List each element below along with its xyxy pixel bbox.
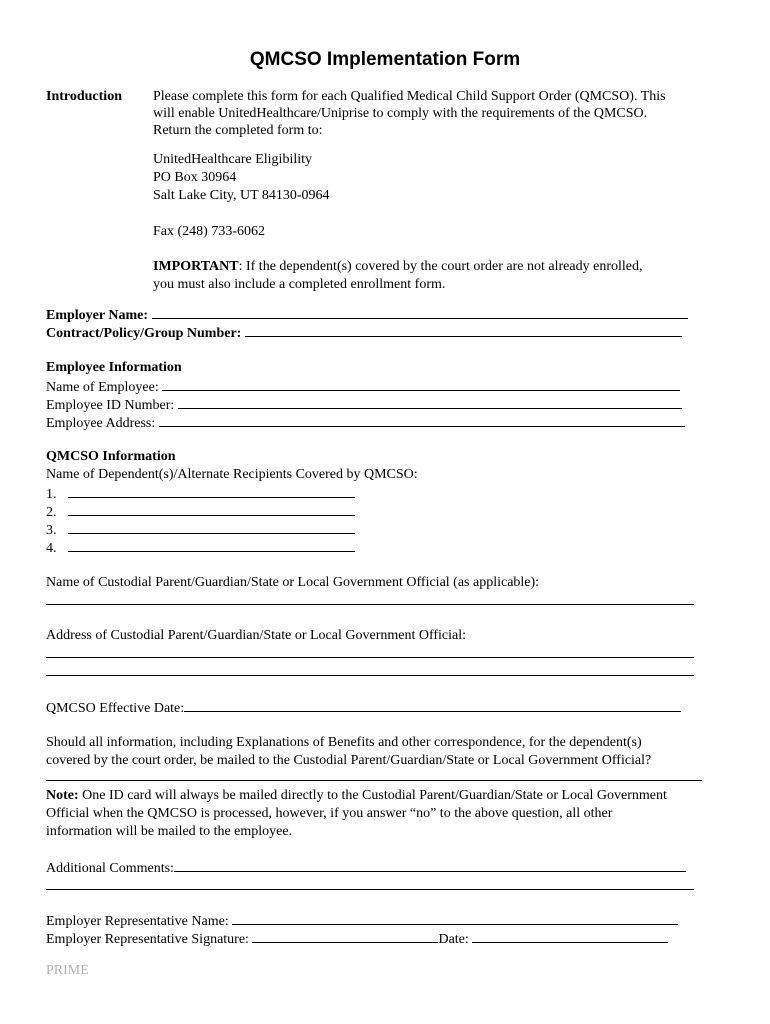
dependent-field-2[interactable]: [68, 502, 355, 516]
custodial-name-field[interactable]: [46, 604, 694, 605]
custodial-address-field-1[interactable]: [46, 657, 694, 658]
contract-number-row: [46, 323, 682, 342]
important-label: IMPORTANT: [153, 259, 239, 274]
date-label: Date:: [438, 932, 469, 947]
dependent-number-1: 1.: [46, 487, 57, 502]
intro-label: Introduction: [46, 89, 122, 104]
dependent-row-1: [46, 484, 355, 503]
dependents-label: Name of Dependent(s)/Alternate Recipients Covered by QMCSO:: [46, 467, 418, 482]
dependent-field-3[interactable]: [68, 520, 355, 534]
dependent-row-4: [46, 538, 355, 557]
comments-row: [46, 858, 686, 877]
mailing-answer-field[interactable]: [46, 780, 702, 781]
note-line-3: information will be mailed to the employee.: [46, 824, 293, 839]
employee-address-label: Employee Address:: [46, 416, 156, 431]
employer-name-label: Employer Name:: [46, 308, 148, 323]
effective-date-row: [46, 698, 681, 717]
footer-prime: PRIME: [46, 963, 89, 978]
dependent-field-1[interactable]: [68, 484, 355, 498]
dependent-number-4: 4.: [46, 541, 57, 556]
employee-id-row: [46, 395, 682, 414]
important-notice: [153, 258, 642, 275]
contract-number-label: Contract/Policy/Group Number:: [46, 326, 242, 341]
employee-name-field[interactable]: [162, 377, 680, 391]
rep-signature-label: Employer Representative Signature:: [46, 932, 249, 947]
mailing-question-line-1: Should all information, including Explanations of Benefits and other correspondence, for the dependent(s): [46, 735, 642, 750]
rep-name-field[interactable]: [232, 911, 678, 925]
employee-id-label: Employee ID Number:: [46, 398, 175, 413]
dependent-number-2: 2.: [46, 505, 57, 520]
employer-name-row: [46, 305, 688, 324]
intro-line-1: Please complete this form for each Qualified Medical Child Support Order (QMCSO). This: [153, 89, 666, 104]
contract-number-field[interactable]: [245, 323, 682, 337]
custodial-address-label: Address of Custodial Parent/Guardian/State or Local Government Official:: [46, 628, 467, 643]
intro-line-3: Return the completed form to:: [153, 123, 323, 138]
qmcso-info-heading: QMCSO Information: [46, 449, 176, 464]
comments-field-2[interactable]: [46, 889, 694, 890]
page-title: QMCSO Implementation Form: [249, 49, 521, 70]
employee-info-heading: Employee Information: [46, 360, 182, 375]
address-line-1: UnitedHealthcare Eligibility: [153, 152, 313, 167]
employer-name-field[interactable]: [152, 305, 688, 319]
address-line-2: PO Box 30964: [153, 170, 237, 185]
employee-id-field[interactable]: [178, 395, 682, 409]
comments-label: Additional Comments:: [46, 861, 174, 876]
rep-name-label: Employer Representative Name:: [46, 914, 229, 929]
important-text-2: you must also include a completed enrollment form.: [153, 277, 446, 292]
dependent-row-2: [46, 502, 355, 521]
note-label: Note:: [46, 788, 79, 803]
address-line-3: Salt Lake City, UT 84130-0964: [153, 188, 330, 203]
important-text: : If the dependent(s) covered by the court order are not already enrolled,: [238, 259, 643, 274]
employee-name-row: [46, 377, 680, 396]
note-line-2: Official when the QMCSO is processed, however, if you answer “no” to the above question, all other: [46, 806, 613, 821]
custodial-address-field-2[interactable]: [46, 675, 694, 676]
rep-name-row: [46, 911, 678, 930]
employee-name-label: Name of Employee:: [46, 380, 159, 395]
rep-signature-field[interactable]: [252, 929, 438, 943]
effective-date-label: QMCSO Effective Date:: [46, 701, 185, 716]
mailing-question-line-2: covered by the court order, be mailed to the Custodial Parent/Guardian/State or Local Government Official?: [46, 753, 652, 768]
comments-field-1[interactable]: [174, 858, 686, 872]
intro-line-2: will enable UnitedHealthcare/Uniprise to comply with the requirements of the QMCSO.: [153, 106, 648, 121]
custodial-name-label: Name of Custodial Parent/Guardian/State or Local Government Official (as applicable):: [46, 575, 540, 590]
dependent-number-3: 3.: [46, 523, 57, 538]
rep-signature-row: [46, 929, 668, 948]
date-field[interactable]: [472, 929, 668, 943]
employee-address-field[interactable]: [159, 413, 685, 427]
note-text-1: One ID card will always be mailed directly to the Custodial Parent/Guardian/State or Local Government: [78, 788, 667, 803]
note-line-1: [46, 787, 667, 804]
employee-address-row: [46, 413, 685, 432]
effective-date-field[interactable]: [184, 698, 681, 712]
dependent-field-4[interactable]: [68, 538, 355, 552]
fax-number: Fax (248) 733-6062: [153, 224, 265, 239]
dependent-row-3: [46, 520, 355, 539]
